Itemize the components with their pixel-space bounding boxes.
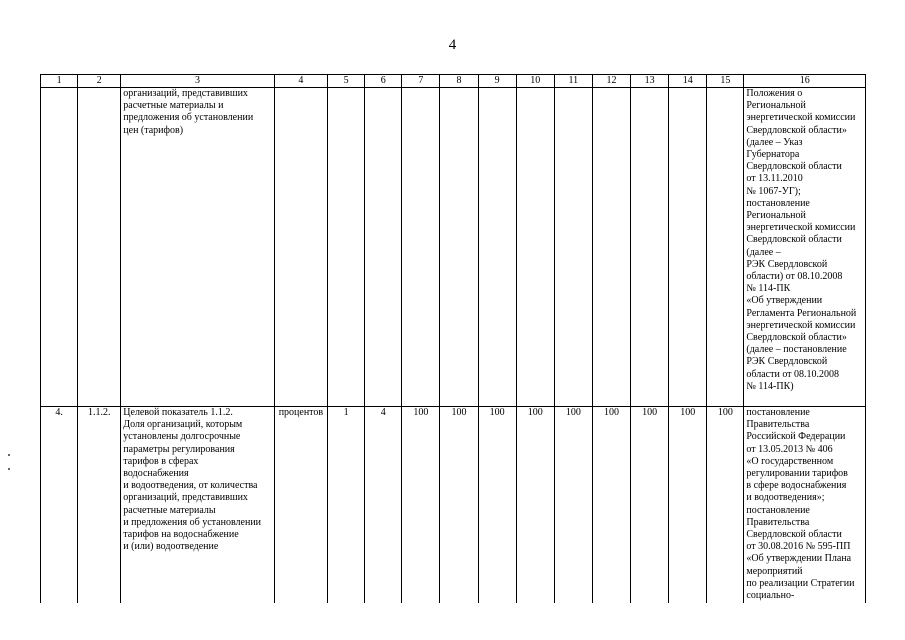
cell-empty (440, 88, 478, 407)
cell-col-7: 100 (402, 407, 440, 604)
cell-col-13: 100 (631, 407, 669, 604)
cell-col-14: 100 (669, 407, 707, 604)
table-row-4 (41, 407, 866, 604)
cell-empty (328, 88, 365, 407)
col-header-3: 3 (121, 75, 275, 88)
cell-empty (554, 88, 592, 407)
indicators-table (40, 74, 866, 603)
scan-speck (8, 454, 10, 456)
cell-empty (478, 88, 516, 407)
col-header-11: 11 (554, 75, 592, 88)
cell-col-10: 100 (516, 407, 554, 604)
table-row-continuation (41, 88, 866, 407)
col-header-6: 6 (365, 75, 402, 88)
page-number: 4 (448, 37, 457, 53)
cell-legal-basis-continued: Положения о Региональной энергетической комиссии Свердловской области» (далее – Указ Губернатора Свердловской области от 13.11.2010 № 1067-УГ); постановление Региональной энергетической комиссии Свердловской области (далее – РЭК Свердловской области) от 08.10.2008 № 114-ПК «Об утверждении Регламента Региональной энергетической комиссии Свердловской области» (далее – постановление РЭК Свердловской области от 08.10.2008 № 114-ПК) (744, 88, 866, 407)
cell-empty (707, 88, 744, 407)
cell-empty (41, 88, 78, 407)
col-header-13: 13 (631, 75, 669, 88)
col-header-15: 15 (707, 75, 744, 88)
cell-indicator-code: 1.1.2. (78, 407, 121, 604)
cell-empty (516, 88, 554, 407)
cell-col-11: 100 (554, 407, 592, 604)
cell-empty (631, 88, 669, 407)
col-header-9: 9 (478, 75, 516, 88)
col-header-14: 14 (669, 75, 707, 88)
col-header-10: 10 (516, 75, 554, 88)
scan-speck (8, 468, 10, 470)
cell-row-number: 4. (41, 407, 78, 604)
cell-col-5: 1 (328, 407, 365, 604)
col-header-12: 12 (592, 75, 630, 88)
cell-indicator-name: Целевой показатель 1.1.2. Доля организаций, которым установлены долгосрочные параметры регулирования тарифов в сферах водоснабжения и водоотведения, от количества организаций, представивших расчетные материалы и предложения об установлении тарифов на водоснабжение и (или) водоотведение (121, 407, 275, 604)
cell-empty (592, 88, 630, 407)
cell-empty (274, 88, 327, 407)
cell-empty (78, 88, 121, 407)
cell-col-12: 100 (592, 407, 630, 604)
col-header-7: 7 (402, 75, 440, 88)
col-header-5: 5 (328, 75, 365, 88)
cell-empty (669, 88, 707, 407)
cell-col-6: 4 (365, 407, 402, 604)
col-header-1: 1 (41, 75, 78, 88)
cell-col-9: 100 (478, 407, 516, 604)
cell-legal-basis: постановление Правительства Российской Федерации от 13.05.2013 № 406 «О государственном регулировании тарифов в сфере водоснабжения и водоотведения»; постановление Правительства Свердловской области от 30.08.2016 № 595-ПП «Об утверждении Плана мероприятий по реализации Стратегии социально- (744, 407, 866, 604)
col-header-8: 8 (440, 75, 478, 88)
cell-empty (402, 88, 440, 407)
cell-empty (365, 88, 402, 407)
cell-col-8: 100 (440, 407, 478, 604)
header-row (41, 75, 866, 88)
col-header-16: 16 (744, 75, 866, 88)
cell-col-15: 100 (707, 407, 744, 604)
cell-unit: процентов (274, 407, 327, 604)
col-header-2: 2 (78, 75, 121, 88)
cell-indicator-name-continued: организаций, представивших расчетные материалы и предложения об установлении цен (тарифов) (121, 88, 275, 407)
col-header-4: 4 (274, 75, 327, 88)
